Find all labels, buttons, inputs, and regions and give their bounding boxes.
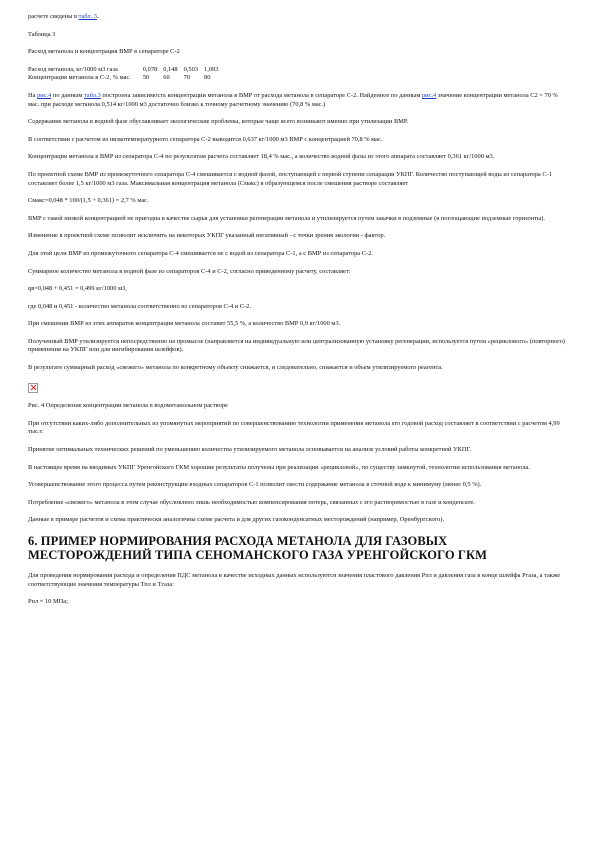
table-cell-label: Концентрация метанола в С-2, % мас. [28, 74, 131, 82]
paragraph: Для проведения нормирования расхода и определения ПДС метанола в качестве исходных данных используются значения пластового давления Рпл и давления газа в конце шлейфа Ргаза, а также соответствующие значения температуры Тпл и Тгаза: [28, 572, 561, 588]
paragraph: где 0,048 и 0,451 - количество метанола соответственно из сепараторов С-4 и С-2. [28, 302, 251, 310]
intro-text: расчете сведены в [28, 13, 79, 20]
paragraph: При отсутствии каких-либо дополнительных из упомянутых мероприятий по совершенствованию технологии применения метанола его годовой расход составляет в соответствии с расчетом 4,99 тыс.т. [28, 419, 560, 436]
table-cell: 50 [142, 74, 150, 82]
table-cell-label: Расход метанола, кг/1000 м3 газа [28, 65, 118, 73]
paragraph: Принятие оптимальных технических решений по уменьшению количества утилизируемого метанола основывается на анализе условий работы конкретной УКПГ. [28, 446, 472, 454]
table-cell: 60 [163, 74, 170, 82]
paragraph: Данные в примере расчетов и схема практически аналогичны схеме расчета и для других газоконденсатных месторождений (например, Оренбургского). [28, 516, 445, 524]
paragraph: ВМР с такой низкой концентрацией не пригодна в качестве сырья для установки регенерации метанола и утилизируется путем закачки в подземные (в поглощающие подземные горизонты). [28, 214, 545, 222]
paragraph: В соответствии с расчетом из низкотемпературного сепаратора С-2 выводится 0,637 кг/1000 м3 ВМР с концентрацией 70,8 % мас. [28, 135, 383, 143]
text: по данным [51, 91, 84, 99]
paragraph: Усовершенствование этого процесса путем реконструкции входных сепараторов С-1 позволит свести содержание метанола в сточной воде к минимуму (менее 0,5 %). [28, 481, 482, 489]
text: значение концентрации метанола С2 = 70 % мас. при расходе метанола 0,514 кг/1000 м3 достаточно близко к точному расчетному значению (70,8 % мас.) [28, 91, 558, 108]
link-table-3[interactable]: табл.3 [84, 91, 101, 99]
intro-text-end: . [97, 13, 99, 20]
text: построена зависимость концентрации метанола в ВМР от расхода метанола в сепараторе С-2. Найденное по данным [100, 91, 422, 99]
table-row [28, 66, 224, 75]
paragraph: Суммарное количество метанола в водной фазе из сепараторов С-4 и С-2, согласно приведенному расчету, составляет: [28, 267, 351, 275]
text: На [28, 91, 38, 99]
paragraph [28, 92, 567, 109]
table-cell: 80 [204, 74, 211, 82]
intro-line [28, 13, 567, 22]
table-cell: 0,078 [142, 65, 158, 73]
formula: qв=0,048 + 0,451 = 0,499 кг/1000 м3, [28, 285, 127, 293]
table-row [28, 74, 224, 83]
formula: Смакс=0,048 * 100/(1,5 + 0,361) = 2,7 % мас. [28, 197, 149, 205]
broken-image-icon[interactable] [28, 383, 38, 393]
link-figure-4[interactable]: рис.4 [37, 91, 52, 99]
paragraph: Потребление «свежего» метанола в этом случае обусловлено лишь необходимостью компенсирования потерь, связанных с его растворимостью в газе и конденсате. [28, 498, 475, 506]
link-figure-4[interactable]: рис.4 [421, 91, 437, 99]
paragraph: По проектной схеме ВМР из промежуточного сепаратора С-4 смешивается с водной фазой, поступающей с первой ступени сепарации УКПГ. Количество поступающей воды из сепаратора С-1 составляет более 1,5 кг/1000 м3 газа. Максимальная концентрация метанола (Смакс) в образующемся после смешения растворе составляет [28, 170, 552, 187]
formula: Рпл = 10 МПа; [28, 598, 68, 606]
figure-4 [28, 382, 567, 403]
paragraph: Содержание метанола в водной фазе обуславливает экологические проблемы, которые чаще всего возникают именно при утилизации ВМР. [28, 118, 409, 126]
table-cell: 0,503 [183, 65, 199, 73]
table-caption: Расход метанола и концентрация ВМР в сепараторе С-2 [28, 48, 180, 56]
link-table-3[interactable]: табл. 3 [78, 13, 97, 20]
paragraph: Для этой цели ВМР из промежуточного сепаратора С-4 смешивается не с водой из сепаратора С-1, а с ВМР из сепаратора С-2. [28, 249, 373, 257]
paragraph: В настоящее время на вводимых УКПГ Уренгойского ГКМ хорошие результаты получены при реализации «рецикловой», по существу замкнутой, технологии использования метанола. [28, 463, 530, 471]
paragraph: При смешении ВМР из этих аппаратов концентрация метанола составит 55,5 %, а количество ВМР 0,9 кг/1000 м3. [28, 320, 341, 328]
table-title: Таблица 3 [28, 30, 56, 38]
paragraph: Изменение в проектной схеме позволит исключить на некоторых УКПГ указанный негативный - с точки зрения экологии - фактор. [28, 232, 386, 240]
methanol-table [28, 66, 224, 83]
section-heading: 6. ПРИМЕР НОРМИРОВАНИЯ РАСХОДА МЕТАНОЛА ДЛЯ ГАЗОВЫХ МЕСТОРОЖДЕНИЙ ТИПА СЕНОМАНСКОГО ГАЗА УРЕНГОЙСКОГО ГКМ [28, 534, 488, 562]
table-cell: 70 [183, 74, 191, 82]
paragraph: Концентрация метанола в ВМР из сепаратора С-4 по результатам расчета составляет 18,4 % мас., а количество водной фазы из этого аппарата составляет 0,361 кг/1000 м3. [28, 153, 495, 161]
paragraph: Полученный ВМР утилизируется непосредственно на промысле (направляется на индивидуальную или централизованную установку регенерации, используется путем «рециклового» (повторного) применения на УКПГ или для ингибирования шлейфов). [28, 337, 565, 354]
paragraph: В результате суммарный расход «свежего» метанола по конкретному объекту снижается, и следовательно, снижается и объем утилизируемого реагента. [28, 364, 443, 372]
figure-caption: Рис. 4 Определение концентрации метанола в водометанольном растворе [28, 402, 228, 410]
table-cell: 0,148 [163, 65, 178, 73]
table-cell: 1,093 [204, 65, 219, 73]
